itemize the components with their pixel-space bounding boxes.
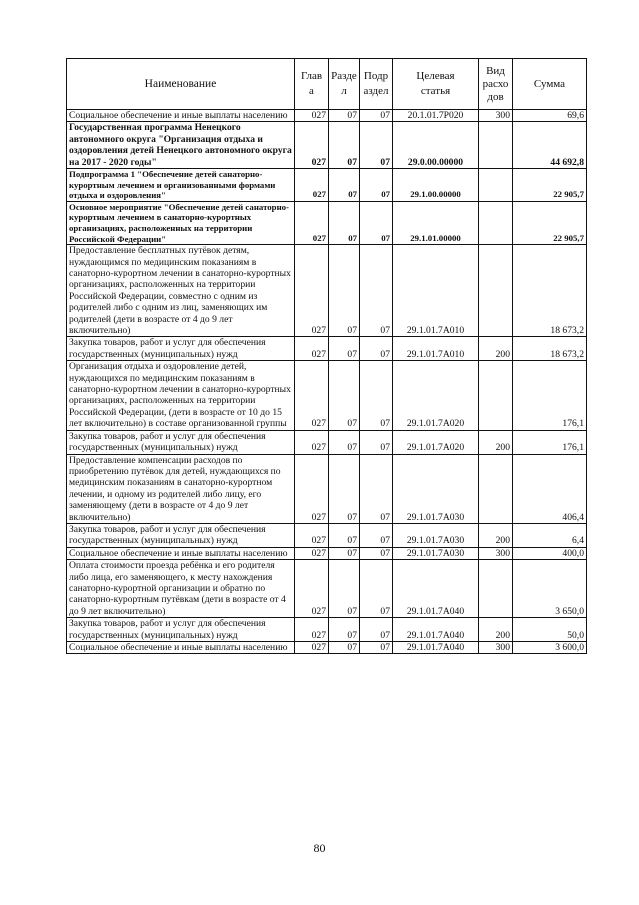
header-target: Целевая статья [393,59,479,110]
cell-glava: 027 [295,361,329,430]
cell-glava: 027 [295,560,329,618]
cell-glava: 027 [295,523,329,547]
cell-podrazdel: 07 [360,361,393,430]
cell-podrazdel: 07 [360,560,393,618]
table-row [67,201,587,244]
table-row [67,430,587,454]
cell-razdel: 07 [329,245,360,337]
cell-podrazdel: 07 [360,454,393,523]
cell-name: Закупка товаров, работ и услуг для обеспечения государственных (муниципальных) нужд [67,337,295,361]
cell-vid: 200 [479,337,513,361]
cell-name: Закупка товаров, работ и услуг для обеспечения государственных (муниципальных) нужд [67,523,295,547]
cell-vid: 200 [479,618,513,642]
page-number: 80 [313,841,326,855]
cell-vid: 300 [479,547,513,559]
cell-podrazdel: 07 [360,337,393,361]
cell-glava: 027 [295,618,329,642]
cell-sum: 69,6 [513,110,587,122]
cell-sum: 50,0 [513,618,587,642]
table-row [67,560,587,618]
table-row [67,642,587,654]
cell-glava: 027 [295,201,329,244]
table-row [67,618,587,642]
cell-razdel: 07 [329,454,360,523]
cell-target: 29.1.01.7А020 [393,361,479,430]
header-razdel: Разде л [329,59,360,110]
cell-target: 29.1.01.7А040 [393,642,479,654]
cell-vid [479,122,513,169]
table-row [67,110,587,122]
cell-sum: 44 692,8 [513,122,587,169]
cell-sum: 6,4 [513,523,587,547]
cell-name: Закупка товаров, работ и услуг для обеспечения государственных (муниципальных) нужд [67,430,295,454]
table-row [67,337,587,361]
cell-target: 29.0.00.00000 [393,122,479,169]
cell-podrazdel: 07 [360,547,393,559]
cell-razdel: 07 [329,642,360,654]
cell-vid [479,454,513,523]
cell-razdel: 07 [329,361,360,430]
cell-target: 29.1.01.7А030 [393,454,479,523]
table-row [67,122,587,169]
cell-target: 29.1.01.7А030 [393,547,479,559]
cell-sum: 22 905,7 [513,169,587,202]
cell-target: 29.1.01.7А010 [393,337,479,361]
cell-glava: 027 [295,642,329,654]
table-body [67,110,587,654]
budget-table [66,58,587,654]
cell-name: Государственная программа Ненецкого автономного округа "Организация отдыха и оздоровления детей Ненецкого автономного округа на 2017 - 2020 годы" [67,122,295,169]
cell-razdel: 07 [329,201,360,244]
cell-name: Социальное обеспечение и иные выплаты населению [67,547,295,559]
cell-name: Организация отдыха и оздоровление детей, нуждающихся по медицинским показаниям в санаторно-курортном лечении в санаторно-курортных организациях, расположенных на территории Российской Федерации, (дети в возрасте от 10 до 15 лет включительно) в составе организованной группы [67,361,295,430]
cell-target: 29.1.01.7А040 [393,618,479,642]
cell-podrazdel: 07 [360,523,393,547]
cell-name: Подпрограмма 1 "Обеспечение детей санаторно-курортным лечением и организованными формами отдыха и оздоровления" [67,169,295,202]
cell-vid [479,361,513,430]
cell-podrazdel: 07 [360,201,393,244]
cell-name: Оплата стоимости проезда ребёнка и его родителя либо лица, его заменяющего, к месту нахождения санаторно-курортной организации и обратно по санаторно-курортным путёвкам (дети в возрасте от 4 до 9 лет включительно) [67,560,295,618]
cell-sum: 3 600,0 [513,642,587,654]
cell-sum: 18 673,2 [513,337,587,361]
cell-name: Социальное обеспечение и иные выплаты населению [67,642,295,654]
cell-razdel: 07 [329,523,360,547]
cell-name: Закупка товаров, работ и услуг для обеспечения государственных (муниципальных) нужд [67,618,295,642]
cell-razdel: 07 [329,110,360,122]
cell-glava: 027 [295,454,329,523]
cell-razdel: 07 [329,430,360,454]
cell-razdel: 07 [329,337,360,361]
header-name: Наименование [67,59,295,110]
cell-vid [479,245,513,337]
cell-vid: 300 [479,642,513,654]
cell-glava: 027 [295,430,329,454]
cell-podrazdel: 07 [360,245,393,337]
cell-razdel: 07 [329,169,360,202]
table-row [67,454,587,523]
cell-sum: 18 673,2 [513,245,587,337]
table-row [67,169,587,202]
cell-razdel: 07 [329,618,360,642]
cell-sum: 406,4 [513,454,587,523]
cell-target: 29.1.01.7А040 [393,560,479,618]
cell-podrazdel: 07 [360,642,393,654]
cell-vid [479,201,513,244]
cell-sum: 176,1 [513,430,587,454]
cell-sum: 176,1 [513,361,587,430]
table-row [67,547,587,559]
header-podrazdel: Подр аздел [360,59,393,110]
cell-glava: 027 [295,245,329,337]
cell-glava: 027 [295,169,329,202]
header-vid: Вид расхо дов [479,59,513,110]
cell-razdel: 07 [329,560,360,618]
cell-vid [479,169,513,202]
cell-target: 29.1.00.00000 [393,169,479,202]
cell-sum: 3 650,0 [513,560,587,618]
table-row [67,245,587,337]
cell-glava: 027 [295,110,329,122]
cell-glava: 027 [295,122,329,169]
cell-sum: 22 905,7 [513,201,587,244]
header-sum: Сумма [513,59,587,110]
cell-podrazdel: 07 [360,618,393,642]
cell-name: Основное мероприятие "Обеспечение детей санаторно-курортным лечением в санаторно-курортных организациях, расположенных на территории Российской Федерации" [67,201,295,244]
cell-sum: 400,0 [513,547,587,559]
cell-vid [479,560,513,618]
header-glava: Глав а [295,59,329,110]
cell-target: 29.1.01.7А030 [393,523,479,547]
cell-vid: 200 [479,430,513,454]
cell-podrazdel: 07 [360,122,393,169]
cell-name: Предоставление бесплатных путёвок детям, нуждающимся по медицинским показаниям в санаторно-курортном лечении в санаторно-курортных организациях, расположенных на территории Российской Федерации, совместно с одним из родителей либо с одним из лиц, заменяющих им родителей (дети в возрасте от 4 до 9 лет включительно) [67,245,295,337]
cell-glava: 027 [295,547,329,559]
cell-name: Предоставление компенсации расходов по приобретению путёвок для детей, нуждающихся по медицинским показаниям в санаторно-курортном лечении, и одному из родителей либо лицу, его заменяющему (дети в возрасте от 4 до 9 лет включительно) [67,454,295,523]
cell-razdel: 07 [329,122,360,169]
cell-target: 29.1.01.7А020 [393,430,479,454]
table-row [67,523,587,547]
cell-target: 20.1.01.7Р020 [393,110,479,122]
cell-target: 29.1.01.7А010 [393,245,479,337]
table-header-row [67,59,587,110]
table-row [67,361,587,430]
cell-podrazdel: 07 [360,169,393,202]
cell-podrazdel: 07 [360,430,393,454]
cell-razdel: 07 [329,547,360,559]
cell-vid: 300 [479,110,513,122]
cell-name: Социальное обеспечение и иные выплаты населению [67,110,295,122]
cell-podrazdel: 07 [360,110,393,122]
cell-target: 29.1.01.00000 [393,201,479,244]
cell-vid: 200 [479,523,513,547]
cell-glava: 027 [295,337,329,361]
